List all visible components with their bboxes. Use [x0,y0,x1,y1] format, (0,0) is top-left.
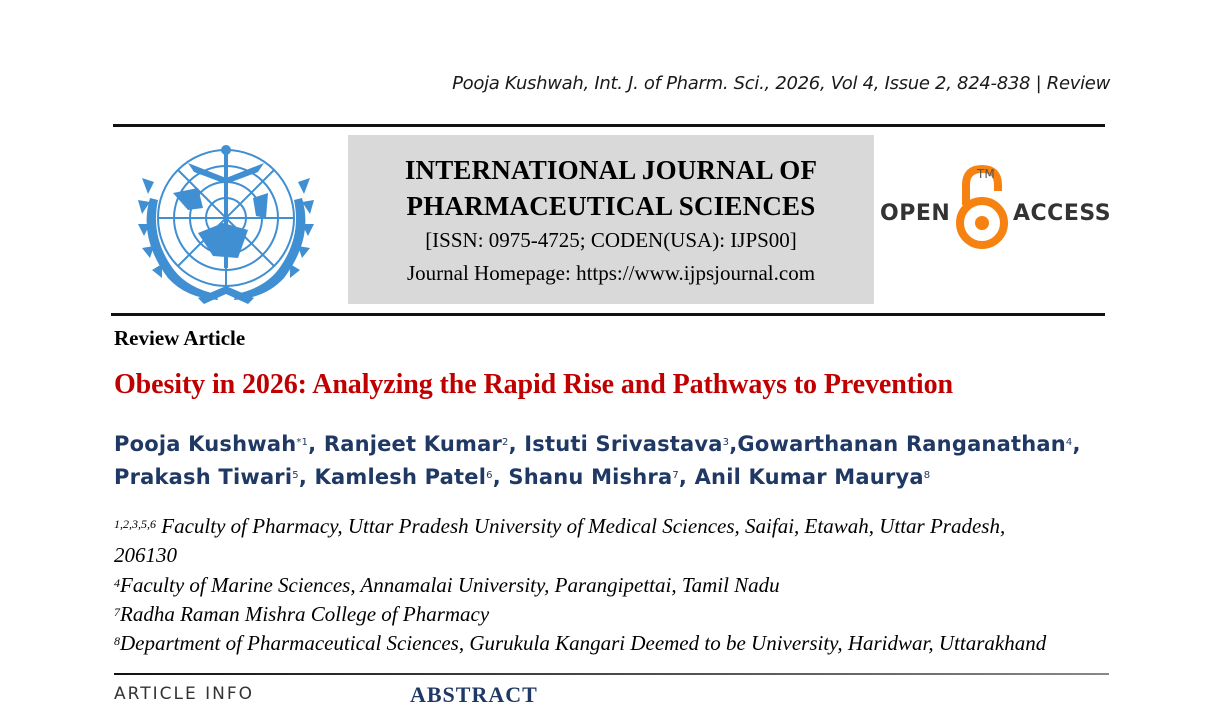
journal-name-line2: PHARMACEUTICAL SCIENCES [406,191,816,221]
section-divider [114,673,1109,675]
author-affil-mark: 4 [1065,437,1073,448]
author-name: Anil Kumar Maurya [694,465,924,489]
affil-text: Faculty of Marine Sciences, Annamalai University, Parangipettai, Tamil Nadu [120,573,780,597]
author-affil-mark: 5 [292,470,299,481]
author-name: Kamlesh Patel [314,465,487,489]
author-name: Ranjeet Kumar [323,432,503,456]
affil-text-cont: 206130 [114,543,177,567]
affil-text: Faculty of Pharmacy, Uttar Pradesh University of Medical Sciences, Saifai, Etawah, Uttar Pradesh, [161,514,1006,538]
journal-homepage: Journal Homepage: https://www.ijpsjournal.com [406,261,816,285]
article-type: Review Article [114,326,246,350]
author-list: Pooja Kushwah$^{*1}$, Ranjeet Kumar$^2$, Istuti Srivastava$^3$,Gowarthanan Ranganathan$^4$, Prakash Tiwari$^5$, Kamlesh Patel$^6$, Shanu Mishra$^7$, Anil Kumar Maurya$^8$ [114,432,1081,489]
running-head: Pooja Kushwah, Int. J. of Pharm. Sci., 2026, Vol 4, Issue 2, 824-838 | Review [452,73,1110,94]
affiliation-4 [114,629,1114,658]
affil-mark: 7 [114,605,120,619]
trademark-mark: TM [977,167,995,181]
paper-title: Obesity in 2026: Analyzing the Rapid Rise and Pathways to Prevention [114,369,953,400]
affiliation-3 [114,600,1114,629]
affil-text: Department of Pharmaceutical Sciences, Gurukula Kangari Deemed to be University, Haridwar, Uttarakhand [120,631,1047,655]
author-affil-mark: 8 [923,470,931,481]
author-affil-mark: 7 [672,470,679,481]
abstract-heading: ABSTRACT [410,682,538,707]
affiliation-2 [114,571,1114,600]
author-affil-mark: 2 [502,437,509,448]
journal-name-line1: INTERNATIONAL JOURNAL OF [404,155,818,185]
affil-mark: 1,2,3,5,6 [114,517,156,531]
affil-mark: 4 [114,576,120,590]
open-access-open-text: OPEN [880,201,951,226]
author-name: Istuti Srivastava [524,432,723,456]
author-name: Shanu Mishra [508,465,673,489]
affil-mark: 8 [114,634,120,648]
author-name: Gowarthanan Ranganathan [737,432,1066,456]
author-name: Prakash Tiwari [114,465,293,489]
author-affil-mark: 6 [486,470,493,481]
header-rule-top [113,124,1105,127]
journal-issn: [ISSN: 0975-4725; CODEN(USA): IJPS00] [425,228,797,252]
open-access-access-text: ACCESS [1013,201,1112,226]
affil-text: Radha Raman Mishra College of Pharmacy [120,602,490,626]
affiliation-1 [114,512,1114,570]
author-name: Pooja Kushwah [114,432,297,456]
author-affil-mark: *1 [296,437,309,448]
journal-masthead [348,135,874,304]
journal-emblem-icon [128,138,324,306]
open-access-logo [880,165,1110,255]
article-info-heading: ARTICLE INFO [114,684,254,704]
author-affil-mark: 3 [722,437,730,448]
header-rule-bottom [111,313,1105,316]
